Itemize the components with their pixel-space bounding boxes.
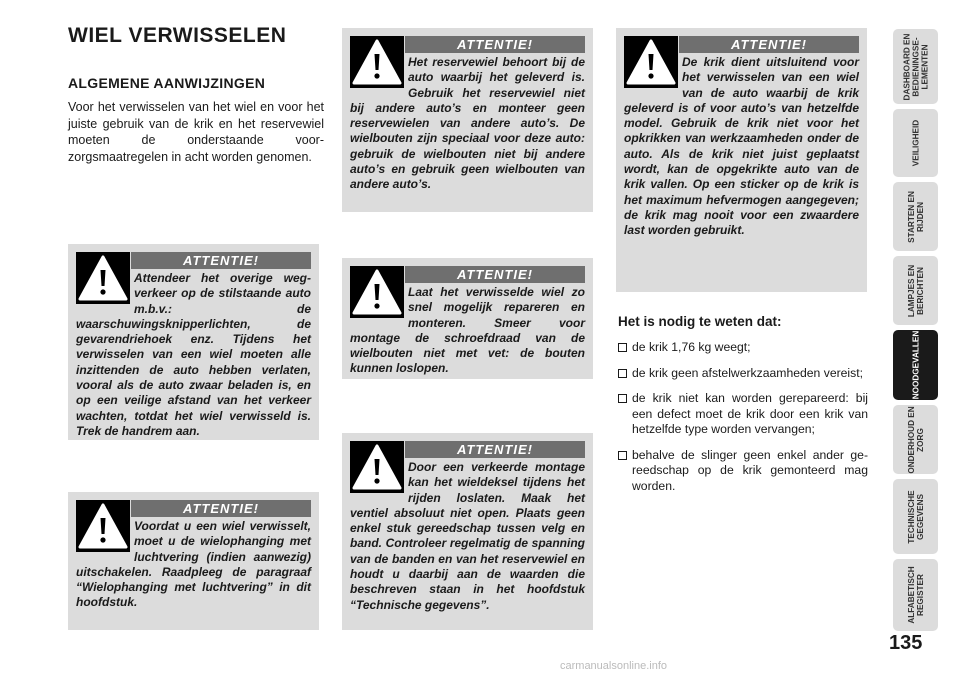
checkbox-bullet-icon: [618, 343, 627, 352]
warning-box-repair: [342, 258, 593, 379]
list-item: de krik geen afstelwerkzaamheden vereist;: [618, 366, 868, 382]
list-item: de krik niet kan worden gerepareerd: bij een defect moet de krik door een krik van hetzelfde type worden vervangen;: [618, 391, 868, 438]
warning-box-jack: [616, 28, 867, 292]
warning-text: Voordat u een wiel verwisselt, moet u de wielophanging met luchtvering (indien aanwezig) uitschakelen. Raadpleeg de paragraaf “Wielophanging met luchtvering” in dit hoofdstuk.: [76, 519, 311, 610]
warning-header: ATTENTIE!: [405, 266, 585, 283]
warning-header: ATTENTIE!: [131, 500, 311, 517]
warning-box-spare-wheel: [342, 28, 593, 212]
warning-box-suspension: [68, 492, 319, 630]
facts-heading: Het is nodig te weten dat:: [618, 314, 782, 329]
page-title: WIEL VERWISSELEN: [68, 24, 287, 47]
list-item: behalve de slinger geen enkel ander gereedschap op de krik gemonteerd mag worden.: [618, 448, 868, 495]
intro-paragraph: Voor het verwisselen van het wiel en voor het juiste gebruik van de krik en het reservewiel moeten de onderstaande voorzorgsmaatregelen in acht worden genomen.: [68, 100, 324, 164]
tab-dashboard[interactable]: DASHBOARD EN BEDIENINGSE- LEMENTEN: [893, 29, 938, 104]
warning-header: ATTENTIE!: [679, 36, 859, 53]
warning-header: ATTENTIE!: [405, 441, 585, 458]
tab-noodgevallen[interactable]: NOODGEVALLEN: [893, 330, 938, 400]
warning-text: De krik dient uitsluitend voor het verwisselen van een wiel van de auto waarbij de krik geleverd is of voor auto’s van hetzelfde model. Gebruik de krik niet voor het opkrikken van werkzaamheden onder de auto. Als de krik niet juist geplaatst wordt, kan de opgekrikte auto van de krik vallen. Op een sticker op de krik is het maximum hefvermogen aangegeven; de krik mag nooit voor een zwaardere last worden gebruikt.: [624, 55, 859, 238]
page-number: 135: [889, 632, 923, 654]
warning-header: ATTENTIE!: [405, 36, 585, 53]
warning-text: Het reservewiel behoort bij de auto waarbij het geleverd is. Gebruik het reservewiel niet bij andere auto’s en monteer geen reservewielen van andere auto’s. De wielbouten zijn speciaal voor deze auto: gebruik de wielbouten niet bij andere auto’s en gebruik geen wielbouten van andere auto’s.: [350, 55, 585, 192]
checkbox-bullet-icon: [618, 394, 627, 403]
section-subtitle: ALGEMENE AANWIJZINGEN: [68, 75, 266, 91]
tab-register[interactable]: ALFABETISCH REGISTER: [893, 559, 938, 631]
tab-lampjes[interactable]: LAMPJES EN BERICHTEN: [893, 256, 938, 325]
footer-watermark: carmanualsonline.info: [560, 660, 668, 672]
checkbox-bullet-icon: [618, 369, 627, 378]
warning-box-hubcap: [342, 433, 593, 630]
checkbox-bullet-icon: [618, 451, 627, 460]
tab-technische[interactable]: TECHNISCHE GEGEVENS: [893, 479, 938, 554]
tab-veiligheid[interactable]: VEILIGHEID: [893, 109, 938, 177]
warning-text: Laat het verwisselde wiel zo snel mogelijk repareren en monteren. Smeer voor montage de schroefdraad van de wielbouten niet met vet: de bouten kunnen loslopen.: [350, 285, 585, 376]
warning-header: ATTENTIE!: [131, 252, 311, 269]
warning-box-traffic: [68, 244, 319, 440]
list-item: de krik 1,76 kg weegt;: [618, 340, 868, 356]
warning-text: Door een verkeerde montage kan het wieldeksel tijdens het rijden loslaten. Maak het ventiel absoluut niet open. Plaats geen enkel stuk gereedschap tussen velg en band. Controleer regelmatig de spanning van de banden en van het reservewiel en houdt u daarbij aan de waarden die beschreven staan in het hoofdstuk “Technische gegevens”.: [350, 460, 585, 612]
warning-text: Attendeer het overige wegverkeer op de stilstaande auto m.b.v.: de waarschuwingsknipperlichten, de gevarendriehoek enz. Tijdens het verwisselen van een wiel moeten alle inzittenden de auto hebben verlaten, vooral als de auto zwaar beladen is, en op een veilige afstand van het verkeer wachten, totdat het wiel verwisseld is. Trek de handrem aan.: [76, 271, 311, 438]
tab-starten[interactable]: STARTEN EN RIJDEN: [893, 182, 938, 251]
tab-onderhoud[interactable]: ONDERHOUD EN ZORG: [893, 405, 938, 474]
facts-list: [618, 340, 868, 504]
